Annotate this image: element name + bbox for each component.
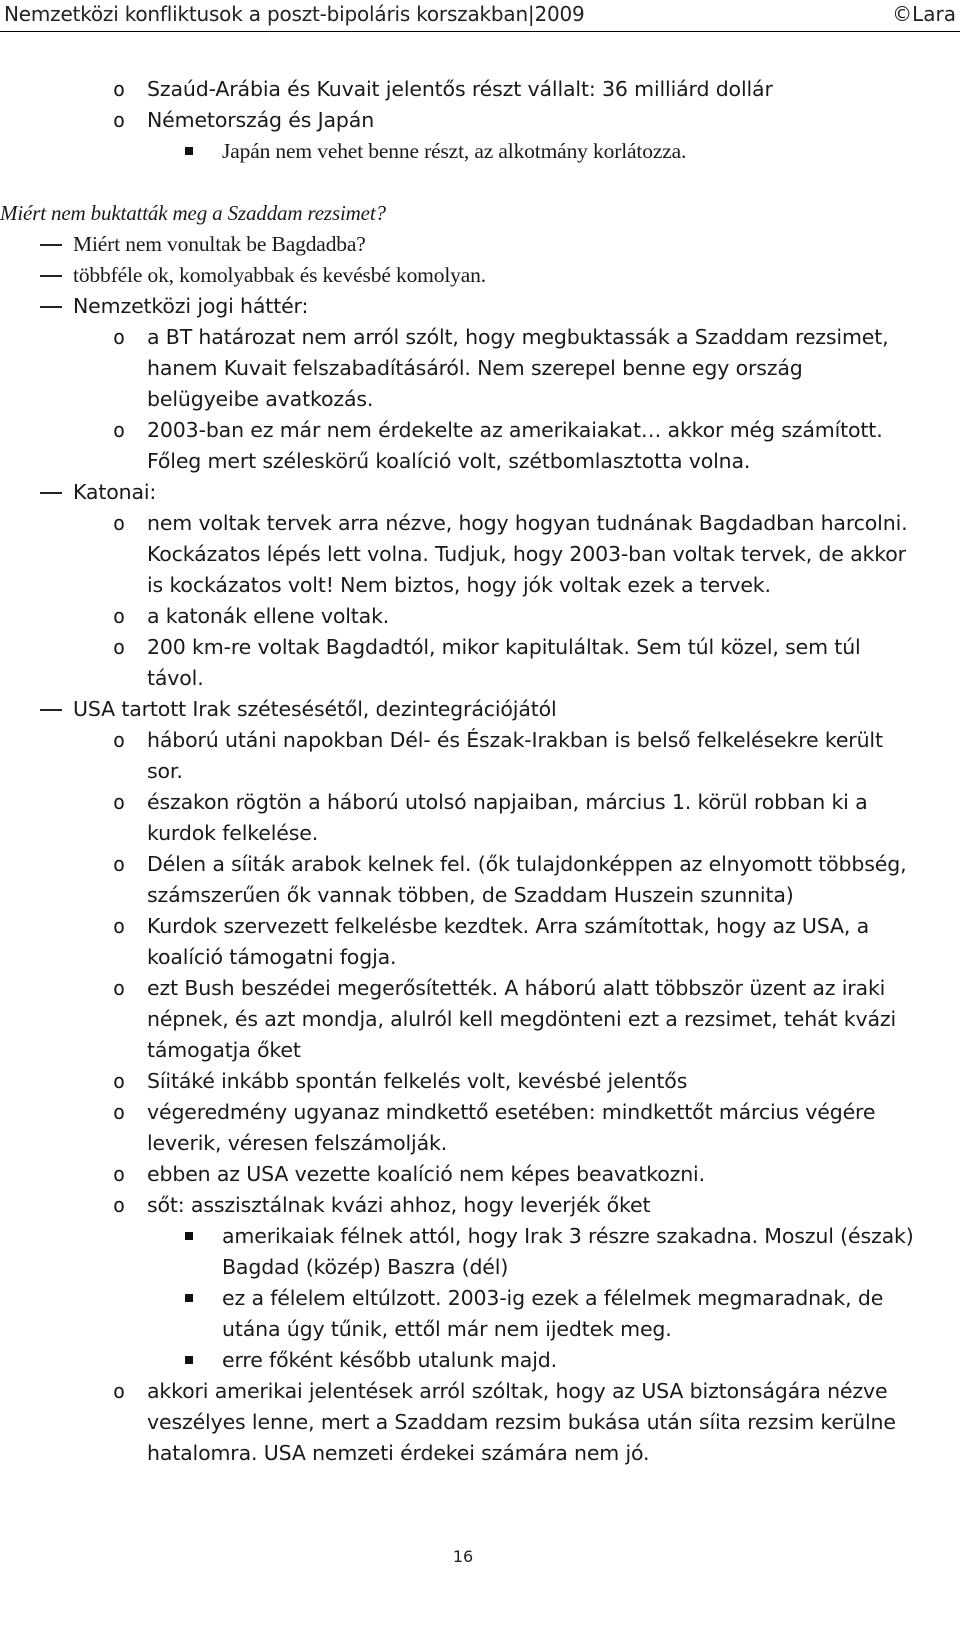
list-item: [0, 756, 960, 787]
dash-bullet-icon: [40, 306, 62, 308]
circle-bullet-icon: o: [113, 635, 125, 659]
dash-bullet-icon: [40, 492, 62, 494]
circle-bullet-icon: o: [113, 1193, 125, 1217]
list-item: [0, 384, 960, 415]
list-item: [0, 1159, 960, 1190]
circle-bullet-icon: o: [113, 852, 125, 876]
header-title: Nemzetközi konfliktusok a poszt-bipoláris korszakban|2009: [4, 2, 585, 26]
circle-bullet-icon: o: [113, 914, 125, 938]
line-text: számszerűen ők vannak többen, de Szaddam Huszein szunnita): [147, 883, 794, 907]
line-text: is kockázatos volt! Nem biztos, hogy jók voltak ezek a tervek.: [147, 573, 771, 597]
circle-bullet-icon: o: [113, 1069, 125, 1093]
line-text: amerikaiak félnek attól, hogy Irak 3 részre szakadna. Moszul (észak): [222, 1224, 914, 1248]
square-bullet-icon: [185, 1232, 193, 1240]
circle-bullet-icon: o: [113, 77, 125, 101]
dash-bullet-icon: [40, 275, 62, 277]
line-text: belügyeibe avatkozás.: [147, 387, 374, 411]
list-item: [0, 818, 960, 849]
header-author: ©Lara: [892, 2, 956, 26]
list-item: [0, 1314, 960, 1345]
page-header: [0, 0, 960, 29]
list-item: [0, 1004, 960, 1035]
circle-bullet-icon: o: [113, 790, 125, 814]
square-bullet-icon: [185, 1356, 193, 1364]
line-text: USA tartott Irak szétesésétől, dezintegrációjától: [73, 697, 557, 721]
line-text: támogatja őket: [147, 1038, 301, 1062]
line-text: utána úgy tűnik, ettől már nem ijedtek meg.: [222, 1317, 672, 1341]
line-text: Nemzetközi jogi háttér:: [73, 294, 309, 318]
list-item: [0, 229, 960, 260]
square-bullet-icon: [185, 1294, 193, 1302]
page-number: 16: [452, 1547, 474, 1566]
line-text: Japán nem vehet benne részt, az alkotmány korlátozza.: [222, 139, 687, 163]
line-text: ezt Bush beszédei megerősítették. A háború alatt többször üzent az iraki: [147, 976, 886, 1000]
line-text: leverik, véresen felszámolják.: [147, 1131, 448, 1155]
list-item: [0, 694, 960, 725]
line-text: ebben az USA vezette koalíció nem képes beavatkozni.: [147, 1162, 705, 1186]
list-item: [0, 74, 960, 105]
list-item: [0, 291, 960, 322]
list-item: [0, 415, 960, 446]
line-text: a BT határozat nem arról szólt, hogy megbuktassák a Szaddam rezsimet,: [147, 325, 889, 349]
list-item: [0, 1252, 960, 1283]
circle-bullet-icon: o: [113, 108, 125, 132]
list-item: [0, 911, 960, 942]
list-item: [0, 1097, 960, 1128]
line-text: hanem Kuvait felszabadításáról. Nem szerepel benne egy ország: [147, 356, 803, 380]
list-item: [0, 725, 960, 756]
circle-bullet-icon: o: [113, 511, 125, 535]
line-text: többféle ok, komolyabbak és kevésbé komolyan.: [73, 263, 486, 287]
dash-bullet-icon: [40, 244, 62, 246]
line-text: Katonai:: [73, 480, 157, 504]
document-body: [0, 74, 960, 1469]
line-text: Délen a síiták arabok kelnek fel. (ők tulajdonképpen az elnyomott többség,: [147, 852, 907, 876]
dash-bullet-icon: [40, 709, 62, 711]
line-text: erre főként később utalunk majd.: [222, 1348, 557, 1372]
line-text: nem voltak tervek arra nézve, hogy hogyan tudnának Bagdadban harcolni.: [147, 511, 908, 535]
line-text: Szaúd-Arábia és Kuvait jelentős részt vállalt: 36 milliárd dollár: [147, 77, 773, 101]
line-text: Németország és Japán: [147, 108, 375, 132]
list-item: [0, 105, 960, 136]
list-item: [0, 1376, 960, 1407]
list-item: [0, 1283, 960, 1314]
list-item: [0, 1438, 960, 1469]
line-text: 200 km-re voltak Bagdadtól, mikor kapituláltak. Sem túl közel, sem túl: [147, 635, 861, 659]
list-item: [0, 353, 960, 384]
list-item: [0, 1128, 960, 1159]
line-text: Kockázatos lépés lett volna. Tudjuk, hogy 2003-ban voltak tervek, de akkor: [147, 542, 906, 566]
list-item: [0, 1066, 960, 1097]
line-text: északon rögtön a háború utolsó napjaiban, március 1. körül robban ki a: [147, 790, 868, 814]
list-item: [0, 1190, 960, 1221]
list-item: [0, 477, 960, 508]
square-bullet-icon: [185, 147, 193, 155]
list-item: [0, 1221, 960, 1252]
circle-bullet-icon: o: [113, 1162, 125, 1186]
list-item: [0, 601, 960, 632]
line-text: Főleg mert széleskörű koalíció volt, szétbomlasztotta volna.: [147, 449, 751, 473]
line-text: végeredmény ugyanaz mindkettő esetében: mindkettőt március végére: [147, 1100, 876, 1124]
circle-bullet-icon: o: [113, 1100, 125, 1124]
circle-bullet-icon: o: [113, 976, 125, 1000]
circle-bullet-icon: o: [113, 728, 125, 752]
line-text: távol.: [147, 666, 204, 690]
line-text: kurdok felkelése.: [147, 821, 319, 845]
list-item: [0, 570, 960, 601]
list-item: [0, 322, 960, 353]
line-text: sőt: asszisztálnak kvázi ahhoz, hogy leverjék őket: [147, 1193, 651, 1217]
list-item: [0, 508, 960, 539]
line-text: koalíció támogatni fogja.: [147, 945, 397, 969]
list-item: [0, 260, 960, 291]
list-item: [0, 136, 960, 167]
list-item: [0, 880, 960, 911]
line-text: ez a félelem eltúlzott. 2003-ig ezek a félelmek megmaradnak, de: [222, 1286, 884, 1310]
line-text: 2003-ban ez már nem érdekelte az amerikaiakat… akkor még számított.: [147, 418, 883, 442]
line-text: Bagdad (közép) Baszra (dél): [222, 1255, 509, 1279]
line-text: Miért nem vonultak be Bagdadba?: [73, 232, 366, 256]
line-text: akkori amerikai jelentések arról szóltak, hogy az USA biztonságára nézve: [147, 1379, 888, 1403]
line-text: veszélyes lenne, mert a Szaddam rezsim bukása után síita rezsim kerülne: [147, 1410, 896, 1434]
header-divider: [0, 31, 960, 32]
circle-bullet-icon: o: [113, 418, 125, 442]
line-text: hatalomra. USA nemzeti érdekei számára nem jó.: [147, 1441, 650, 1465]
circle-bullet-icon: o: [113, 1379, 125, 1403]
line-text: Miért nem buktatták meg a Szaddam rezsimet?: [0, 201, 386, 225]
list-item: [0, 849, 960, 880]
line-text: Kurdok szervezett felkelésbe kezdtek. Arra számítottak, hogy az USA, a: [147, 914, 870, 938]
list-item: [0, 1345, 960, 1376]
section-heading: [0, 198, 960, 229]
line-text: sor.: [147, 759, 183, 783]
line-text: népnek, és azt mondja, alulról kell megdönteni ezt a rezsimet, tehát kvázi: [147, 1007, 897, 1031]
line-text: a katonák ellene voltak.: [147, 604, 390, 628]
list-item: [0, 973, 960, 1004]
list-item: [0, 446, 960, 477]
circle-bullet-icon: o: [113, 325, 125, 349]
list-item: [0, 942, 960, 973]
list-item: [0, 1035, 960, 1066]
list-item: [0, 663, 960, 694]
list-item: [0, 632, 960, 663]
list-item: [0, 1407, 960, 1438]
list-item: [0, 539, 960, 570]
circle-bullet-icon: o: [113, 604, 125, 628]
list-item: [0, 787, 960, 818]
line-text: háború utáni napokban Dél- és Észak-Irakban is belső felkelésekre került: [147, 728, 883, 752]
line-text: Síitáké inkább spontán felkelés volt, kevésbé jelentős: [147, 1069, 688, 1093]
